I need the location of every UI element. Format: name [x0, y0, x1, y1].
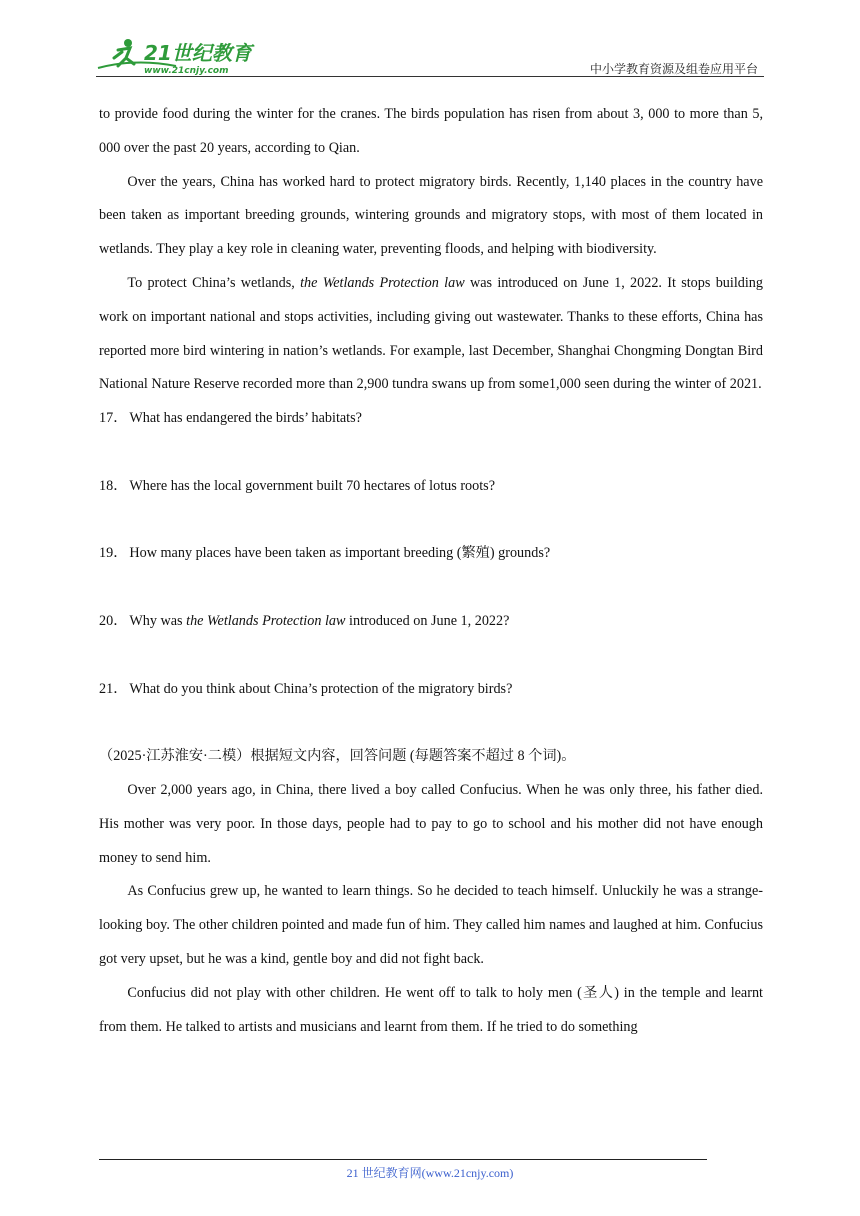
site-logo: [96, 36, 266, 76]
question-19: 19． How many places have been taken as important breeding (繁殖) grounds?: [99, 545, 551, 562]
page-footer: 21 世纪教育网(www.21cnjy.com): [346, 1166, 514, 1180]
header-platform-text: 中小学教育资源及组卷应用平台: [589, 62, 758, 76]
question-21: 21． What do you think about China’s protection of the migratory birds?: [99, 680, 513, 697]
question-18: 18． Where has the local government built 70 hectares of lotus roots?: [99, 477, 495, 494]
header-divider: [96, 76, 764, 77]
svg-text:21世纪教育: 21世纪教育: [144, 41, 252, 65]
page-header: [96, 30, 764, 78]
question-17: 17． What has endangered the birds’ habitats?: [99, 410, 362, 427]
passage2-paragraph-2: As Confucius grew up, he wanted to learn things. So he decided to teach himself. Unluckily he was a strange-looking boy. The other children pointed and made fun of him. They called him names and laughed at him. Confucius got very upset, but he was a kind, gentle boy and did not fight back.: [99, 883, 763, 967]
document-body: [99, 98, 763, 1044]
passage1-paragraph-2: Over the years, China has worked hard to protect migratory birds. Recently, 1,140 places in the country have been taken as important breeding grounds, wintering grounds and migratory stops, with most of them located in wetlands. They play a key role in cleaning water, preventing floods, and helping with biodiversity.: [99, 173, 763, 258]
footer-divider: [99, 1159, 707, 1160]
passage2-paragraph-1: Over 2,000 years ago, in China, there lived a boy called Confucius. When he was only three, his father died. His mother was very poor. In those days, people had to pay to go to school and his mother did not have enough money to send him.: [99, 781, 763, 866]
question-20: 20． Why was the Wetlands Protection law introduced on June 1, 2022?: [99, 612, 510, 629]
passage2-paragraph-3: Confucius did not play with other children. He went off to talk to holy men (圣人) in the temple and learnt from them. He talked to artists and musicians and learnt from them. If he tried to do something: [99, 984, 763, 1035]
passage1-paragraph-3: To protect China’s wetlands, the Wetlands Protection law was introduced on June 1, 2022. It stops building work on important national and stops activities, including giving out wastewater. Thanks to these efforts, China has reported more bird wintering in nation’s wetlands. For example, last December, Shanghai Chongming Dongtan Bird National Nature Reserve recorded more than 2,900 tundra swans up from some1,000 seen during the winter of 2021.: [99, 274, 763, 393]
passage1-paragraph-1: to provide food during the winter for the cranes. The birds population has risen from about 3, 000 to more than 5, 000 over the past 20 years, according to Qian.: [99, 106, 763, 156]
svg-text:www.21cnjy.com: www.21cnjy.com: [144, 66, 229, 76]
passage2-instructions: （2025·江苏淮安·二模）根据短文内容，回答问题 (每题答案不超过 8 个词)。: [99, 748, 576, 765]
